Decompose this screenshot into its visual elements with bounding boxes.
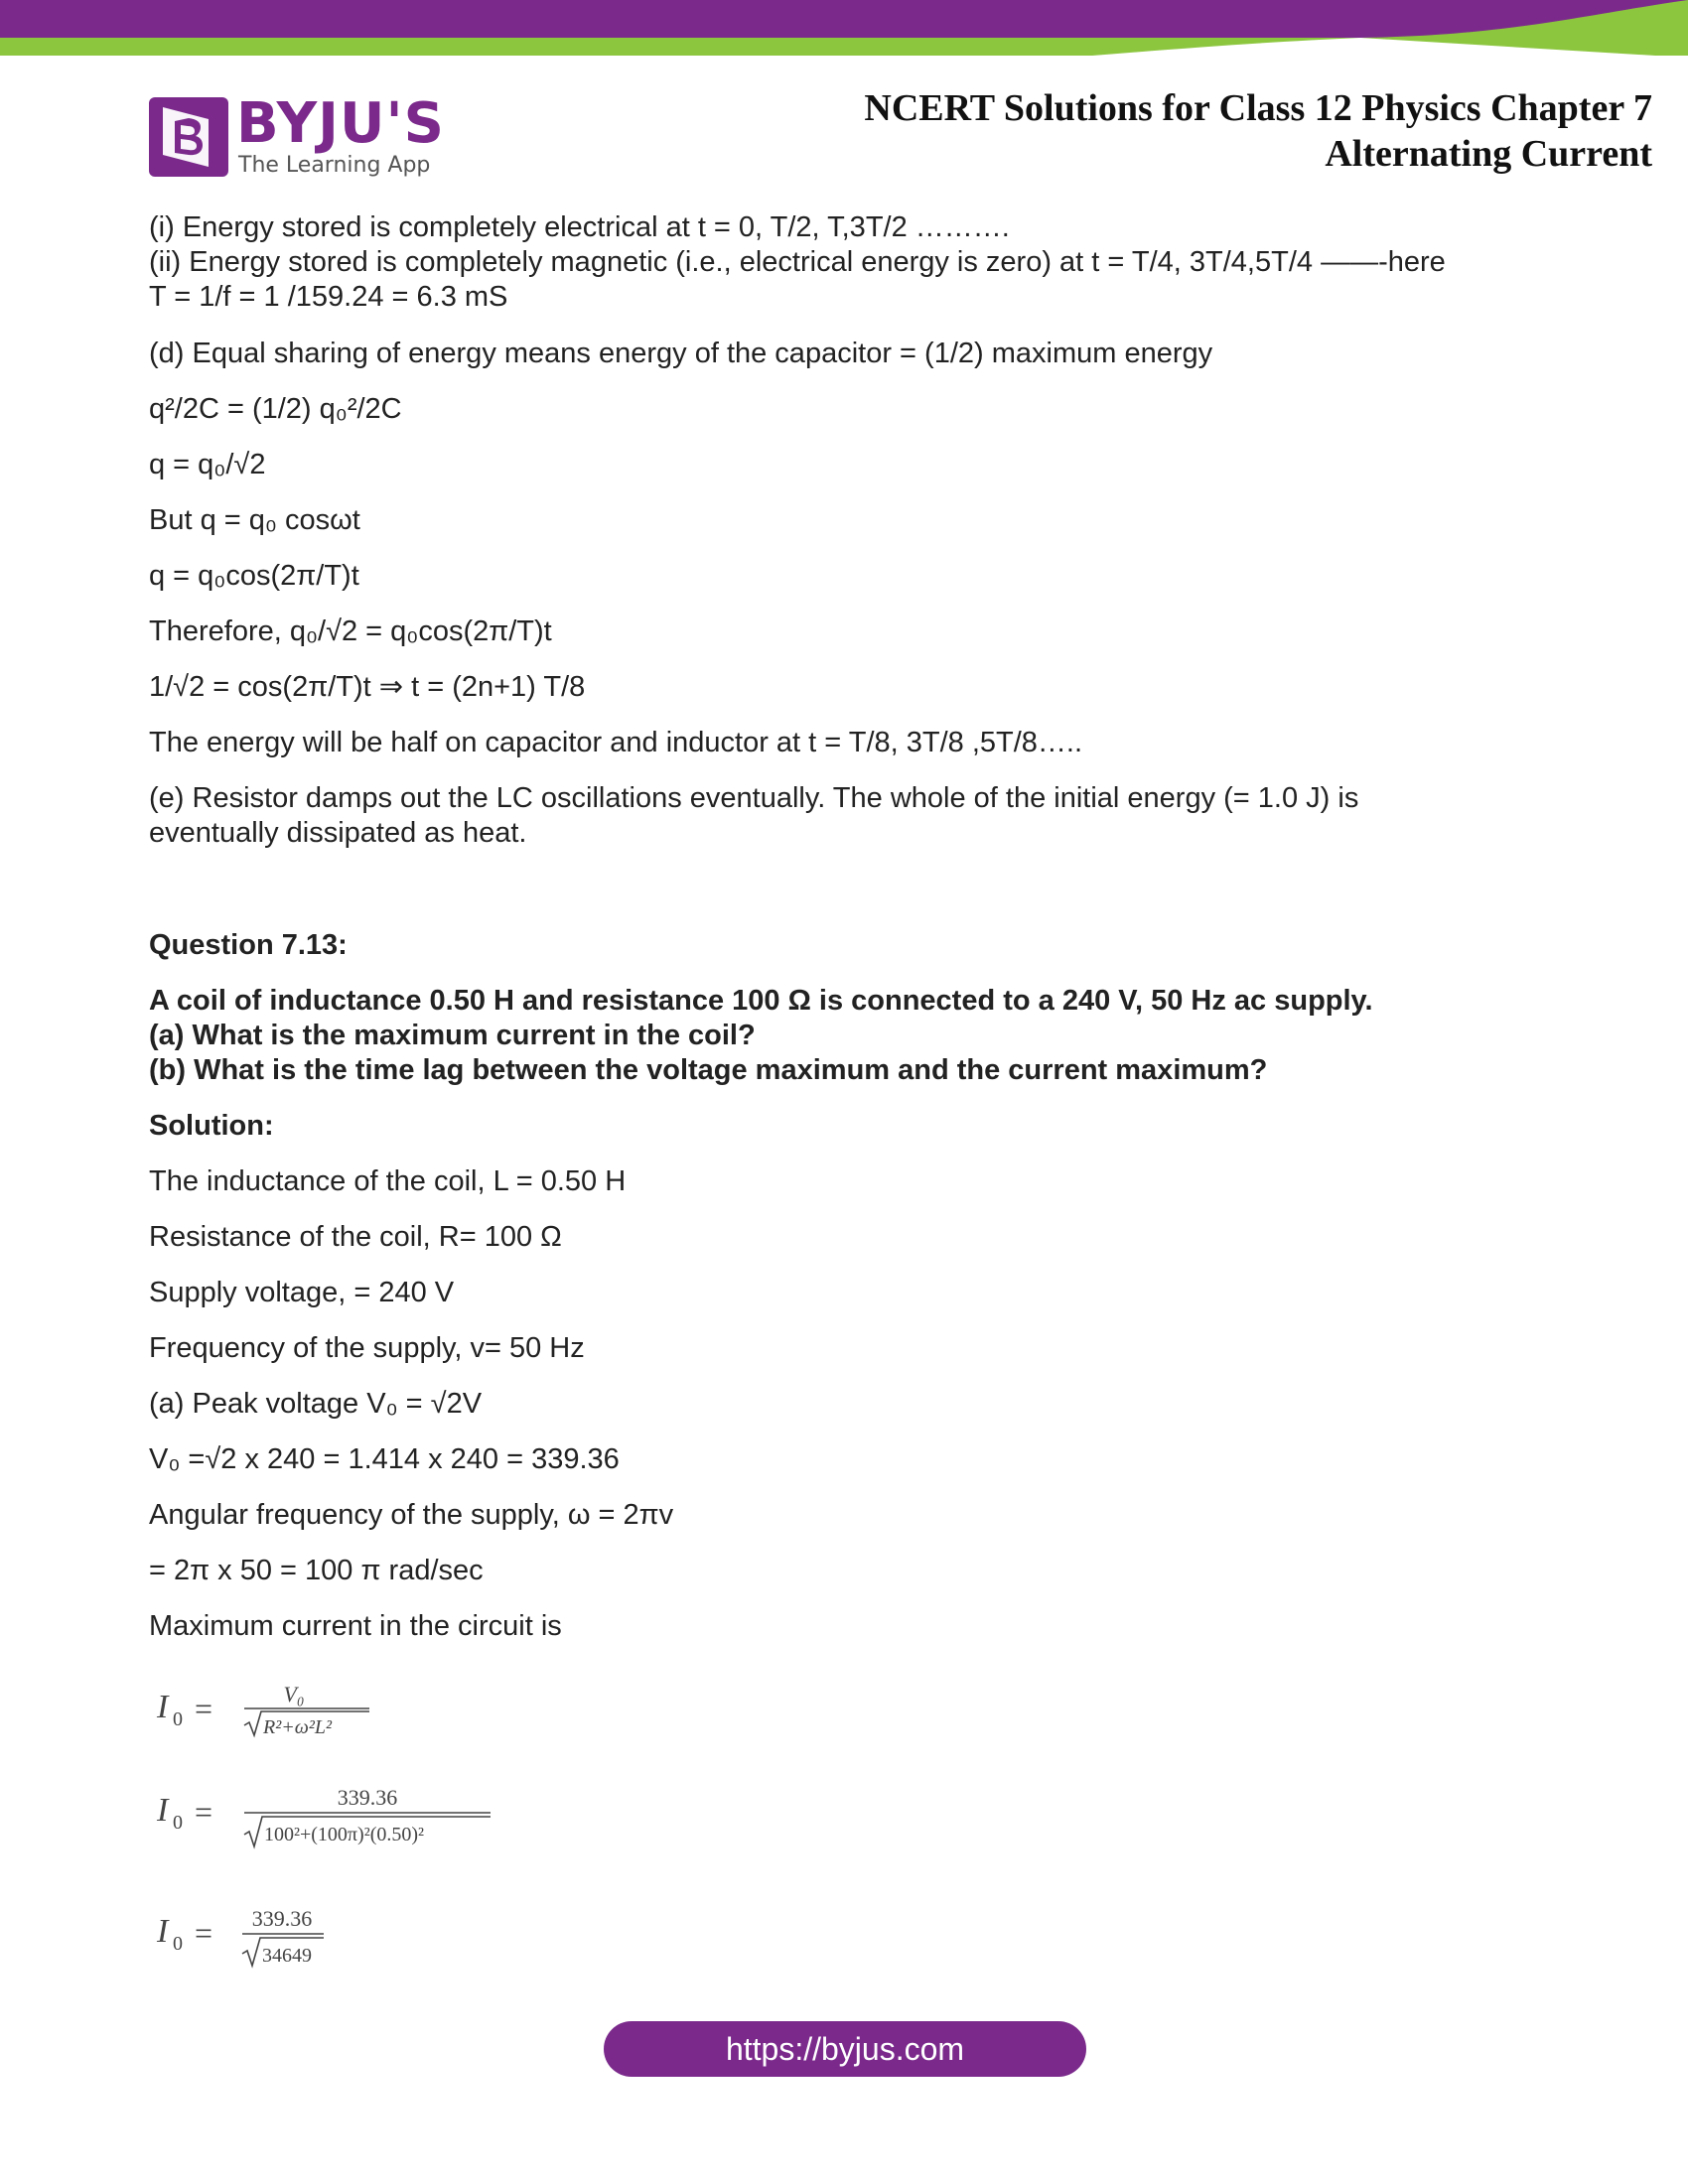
- text-line: V₀ =√2 x 240 = 1.414 x 240 = 339.36: [149, 1443, 620, 1475]
- formula-denominator: 34649: [262, 1945, 312, 1967]
- page-title: [864, 85, 1652, 177]
- formula-denominator: R²+ω²L²: [263, 1716, 332, 1738]
- text-line: (d) Equal sharing of energy means energy of the capacitor = (1/2) maximum energy: [149, 338, 1213, 369]
- brand-name: BYJU'S: [236, 91, 445, 156]
- question-heading: Question 7.13:: [149, 929, 348, 961]
- text-line: (a) Peak voltage V₀ = √2V: [149, 1388, 483, 1420]
- footer-url-link[interactable]: https://byjus.com: [604, 2021, 1086, 2077]
- formula-lhs-sub: 0: [173, 1933, 183, 1955]
- formula-numerator: V₀: [283, 1682, 305, 1706]
- text-line: q = q₀/√2: [149, 449, 266, 480]
- top-banner: [0, 0, 1688, 58]
- formula-numerator: 339.36: [251, 1906, 313, 1931]
- document-body: [149, 210, 1539, 1644]
- text-line: But q = q₀ cosωt: [149, 504, 360, 536]
- text-line: Maximum current in the circuit is: [149, 1610, 562, 1642]
- formula-current-substituted: [149, 1777, 506, 1856]
- text-line: (ii) Energy stored is completely magnetic (i.e., electrical energy is zero) at t = T/4, 3T/4,5T/4 ——-here: [149, 246, 1446, 278]
- text-line: Therefore, q₀/√2 = q₀cos(2π/T)t: [149, 615, 552, 647]
- text-line: Resistance of the coil, R= 100 Ω: [149, 1221, 562, 1253]
- text-line: = 2π x 50 = 100 π rad/sec: [149, 1555, 484, 1586]
- text-line: The inductance of the coil, L = 0.50 H: [149, 1165, 627, 1197]
- formula-lhs: I: [157, 1913, 169, 1950]
- text-line: 1/√2 = cos(2π/T)t ⇒ t = (2n+1) T/8: [149, 671, 586, 703]
- byjus-logo: [149, 91, 447, 181]
- logo-b-mark: [149, 97, 228, 177]
- text-line: (e) Resistor damps out the LC oscillations eventually. The whole of the initial energy (= 1.0 J) is: [149, 782, 1359, 814]
- formula-denominator: 100²+(100π)²(0.50)²: [264, 1824, 425, 1845]
- formula-lhs-sub: 0: [173, 1708, 183, 1730]
- question-part-a: (a) What is the maximum current in the coil?: [149, 1020, 756, 1051]
- formula-current-simplified: [149, 1898, 387, 1978]
- formula-current-general: [149, 1676, 407, 1745]
- text-line: eventually dissipated as heat.: [149, 817, 527, 849]
- text-line: Angular frequency of the supply, ω = 2πv: [149, 1499, 674, 1531]
- formula-lhs: I: [157, 1792, 169, 1829]
- formula-lhs-sub: 0: [173, 1812, 183, 1834]
- title-line-1: NCERT Solutions for Class 12 Physics Chapter 7: [864, 87, 1652, 129]
- brand-tagline: The Learning App: [238, 153, 431, 178]
- text-line: q²/2C = (1/2) q₀²/2C: [149, 393, 402, 425]
- text-line: Frequency of the supply, v= 50 Hz: [149, 1332, 585, 1364]
- formula-lhs: I: [157, 1689, 169, 1725]
- question-part-b: (b) What is the time lag between the voltage maximum and the current maximum?: [149, 1054, 1268, 1086]
- formula-equals: =: [195, 1915, 213, 1951]
- text-line: (i) Energy stored is completely electrical at t = 0, T/2, T,3T/2 ……….: [149, 211, 1010, 243]
- question-text: A coil of inductance 0.50 H and resistance 100 Ω is connected to a 240 V, 50 Hz ac supply.: [149, 985, 1373, 1017]
- solution-heading: Solution:: [149, 1110, 274, 1142]
- title-line-2: Alternating Current: [1325, 133, 1652, 175]
- text-line: Supply voltage, = 240 V: [149, 1277, 455, 1308]
- formula-equals: =: [195, 1794, 213, 1830]
- formula-numerator: 339.36: [337, 1785, 398, 1810]
- text-line: The energy will be half on capacitor and inductor at t = T/8, 3T/8 ,5T/8…..: [149, 727, 1083, 758]
- formula-equals: =: [195, 1691, 213, 1726]
- text-line: q = q₀cos(2π/T)t: [149, 560, 359, 592]
- text-line: T = 1/f = 1 /159.24 = 6.3 mS: [149, 281, 508, 313]
